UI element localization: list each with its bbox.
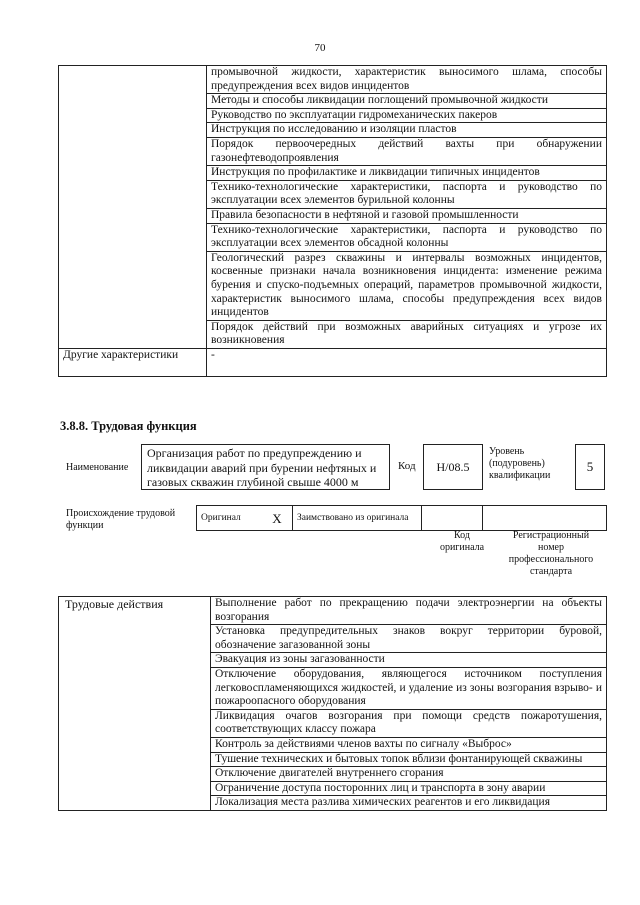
knowledge-item: Руководство по эксплуатации гидромеханических пакеров <box>207 108 607 123</box>
borrowed-label: Заимствовано из оригинала <box>293 506 422 531</box>
knowledge-item: Инструкция по исследованию и изоляции пластов <box>207 123 607 138</box>
knowledge-item: Методы и способы ликвидации поглощений промывочной жидкости <box>207 94 607 109</box>
other-characteristics-value: - <box>207 348 607 376</box>
labor-action-item: Локализация места разлива химических реагентов и его ликвидация <box>215 796 550 809</box>
original-label: Оригинал <box>201 512 241 523</box>
original-mark: X <box>272 510 282 526</box>
knowledge-item: Инструкция по профилактике и ликвидации типичных инцидентов <box>207 166 607 181</box>
labor-action-item: Установка предупредительных знаков вокруг территории буровой, обозначение загазованной зоны <box>211 625 607 653</box>
level-value: 5 <box>575 444 605 490</box>
page-number: 70 <box>314 42 326 54</box>
registration-caption: Регистрационный номер профессионального стандарта <box>508 530 594 577</box>
labor-action-item: Отключение двигателей внутреннего сгорания <box>211 767 607 782</box>
original-code-cell <box>422 506 483 531</box>
knowledge-item: Технико-технологические характеристики, паспорта и руководство по эксплуатации всех элементов обсадной колонны <box>207 223 607 251</box>
other-characteristics-label: Другие характеристики <box>59 348 207 376</box>
name-value: Организация работ по предупреждению и ликвидации аварий при бурении нефтяных и газовых скважин глубиной свыше 4000 м <box>141 444 390 490</box>
code-value: H/08.5 <box>423 444 483 490</box>
labor-action-item: Тушение технических и бытовых топок вблизи фонтанирующей скважины <box>211 752 607 767</box>
knowledge-item: Геологический разрез скважины и интервалы возможных инцидентов, косвенные признаки начала возникновения инцидента: изменение режима бурения и спуско-подъемных операций, параметров промывочной жидкости, характеристик выносимого шлама, способы предупреждения всех видов инцидентов <box>207 251 607 320</box>
labor-action-item: Ликвидация очагов возгорания при помощи средств пожаротушения, соответствующих классу пожара <box>211 709 607 737</box>
labor-action-item: Эвакуация из зоны загазованности <box>211 653 607 668</box>
labor-action-item: Ограничение доступа посторонних лиц и транспорта в зону аварии <box>211 781 607 796</box>
labor-action-item: Отключение оборудования, являющегося источником поступления легковоспламеняющихся жидкостей, и удаление из зоны возгорания взрыво- и пожароопасного оборудования <box>211 667 607 709</box>
name-label: Наименование <box>66 462 129 473</box>
labor-actions-table <box>58 596 607 811</box>
code-caption: Код оригинала <box>439 530 485 553</box>
empty-left-cell <box>59 66 207 349</box>
knowledge-item: Правила безопасности в нефтяной и газовой промышленности <box>207 208 607 223</box>
registration-number-cell <box>483 506 607 531</box>
labor-action-item: Контроль за действиями членов вахты по сигналу «Выброс» <box>211 737 607 752</box>
labor-action-item: Выполнение работ по прекращению подачи электроэнергии на объекты возгорания <box>211 597 607 625</box>
level-label: Уровень (подуровень) квалификации <box>489 446 551 481</box>
knowledge-item: Порядок действий при возможных аварийных ситуациях и угрозе их возникновения <box>211 320 602 347</box>
knowledge-item: Порядок первоочередных действий вахты при обнаружении газонефтеводопроявления <box>207 137 607 165</box>
knowledge-item: промывочной жидкости, характеристик выносимого шлама, способы предупреждения всех видов инцидентов <box>207 66 607 94</box>
origin-table <box>196 505 607 531</box>
labor-actions-label: Трудовые действия <box>59 597 211 811</box>
code-label: Код <box>398 460 416 472</box>
knowledge-item: Технико-технологические характеристики, паспорта и руководство по эксплуатации всех элементов бурильной колонны <box>207 180 607 208</box>
knowledge-table <box>58 65 607 377</box>
origin-label: Происхождение трудовой функции <box>66 508 176 531</box>
section-title: 3.8.8. Трудовая функция <box>60 419 197 433</box>
